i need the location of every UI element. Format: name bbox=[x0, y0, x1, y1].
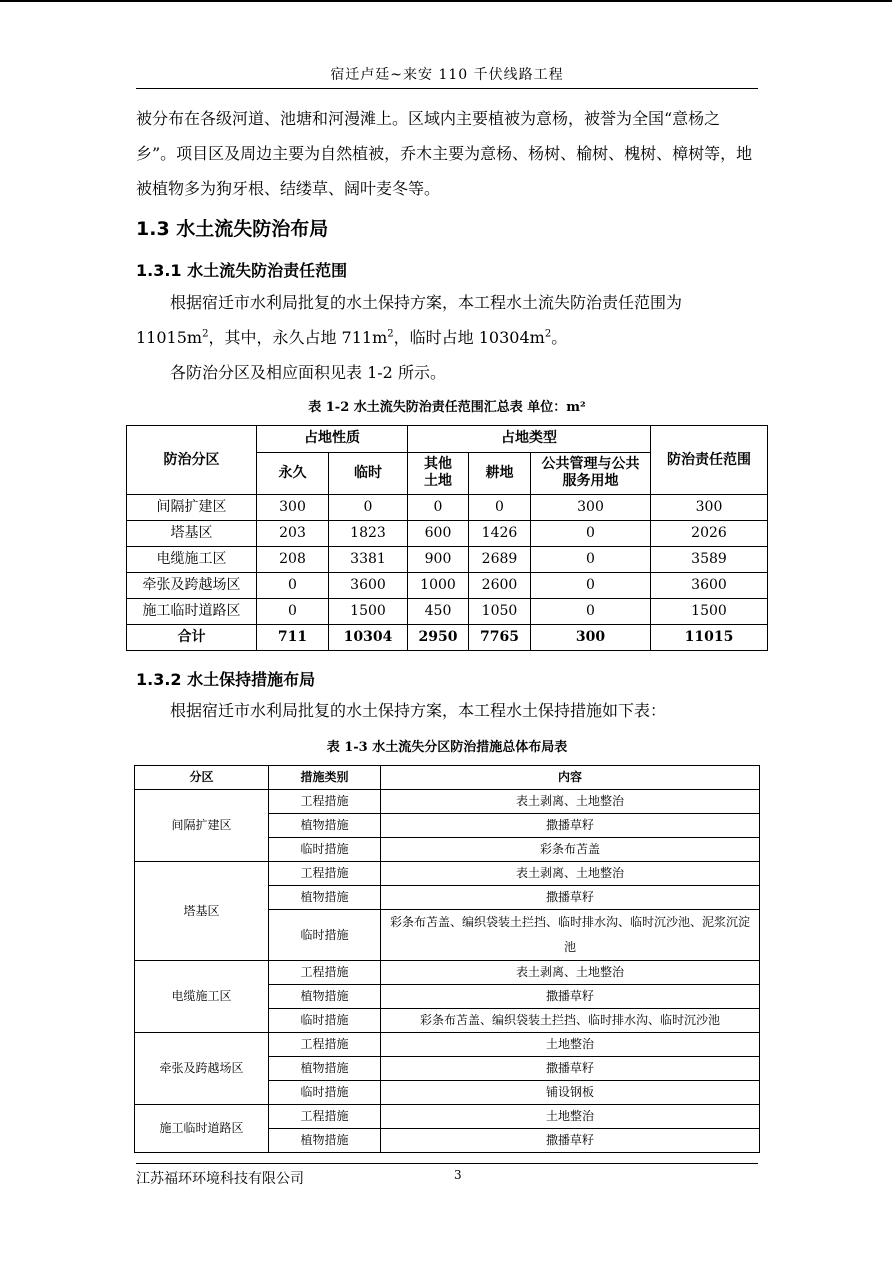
measures-paragraph: 根据宿迁市水利局批复的水土保持方案，本工程水土保持措施如下表： bbox=[170, 701, 667, 720]
table-cell: 10304 bbox=[329, 625, 408, 651]
table-cell: 900 bbox=[408, 547, 469, 573]
measure-type-cell: 植物措施 bbox=[269, 886, 381, 910]
content-cell: 彩条布苫盖、编织袋装土拦挡、临时排水沟、临时沉沙池 bbox=[381, 1009, 760, 1033]
table-row bbox=[135, 862, 760, 886]
table-cell: 1500 bbox=[329, 599, 408, 625]
measure-type-cell: 植物措施 bbox=[269, 1057, 381, 1081]
table-cell: 0 bbox=[531, 521, 651, 547]
table-row bbox=[135, 1033, 760, 1057]
responsibility-paragraph bbox=[136, 285, 758, 355]
th-public-land: 公共管理与公共服务用地 bbox=[531, 452, 651, 494]
measure-type-cell: 工程措施 bbox=[269, 790, 381, 814]
table-cell: 合计 bbox=[127, 625, 257, 651]
content-cell: 表土剥离、土地整治 bbox=[381, 961, 760, 985]
table-1-2-caption: 表 1-2 水土流失防治责任范围汇总表 单位：m² bbox=[308, 400, 586, 415]
measure-type-cell: 临时措施 bbox=[269, 910, 381, 961]
table-cell: 0 bbox=[531, 547, 651, 573]
footer-page-number: 3 bbox=[454, 1168, 462, 1182]
measure-type-cell: 植物措施 bbox=[269, 985, 381, 1009]
table-cell: 3381 bbox=[329, 547, 408, 573]
table-cell: 300 bbox=[531, 625, 651, 651]
content-cell: 表土剥离、土地整治 bbox=[381, 790, 760, 814]
content-cell: 表土剥离、土地整治 bbox=[381, 862, 760, 886]
table-cell: 2689 bbox=[469, 547, 531, 573]
measure-type-cell: 临时措施 bbox=[269, 1009, 381, 1033]
th-permanent: 永久 bbox=[257, 452, 329, 494]
th-farmland: 耕地 bbox=[469, 452, 531, 494]
zone-cell: 施工临时道路区 bbox=[135, 1105, 269, 1153]
content-cell: 撒播草籽 bbox=[381, 1129, 760, 1153]
table-cell: 300 bbox=[531, 495, 651, 521]
table-cell: 3589 bbox=[651, 547, 768, 573]
table-cell: 1823 bbox=[329, 521, 408, 547]
table-row bbox=[127, 599, 768, 625]
table-cell: 208 bbox=[257, 547, 329, 573]
footer-company: 江苏福环环境科技有限公司 bbox=[136, 1171, 304, 1187]
table-1-2 bbox=[126, 425, 768, 651]
th-temporary: 临时 bbox=[329, 452, 408, 494]
table-cell: 间隔扩建区 bbox=[127, 495, 257, 521]
table-cell: 203 bbox=[257, 521, 329, 547]
table-cell: 2600 bbox=[469, 573, 531, 599]
table-cell: 711 bbox=[257, 625, 329, 651]
table-cell: 牵张及跨越场区 bbox=[127, 573, 257, 599]
table-cell: 0 bbox=[531, 573, 651, 599]
measure-type-cell: 临时措施 bbox=[269, 838, 381, 862]
table-cell: 7765 bbox=[469, 625, 531, 651]
table-cell: 1000 bbox=[408, 573, 469, 599]
content-cell: 彩条布苫盖、编织袋装土拦挡、临时排水沟、临时沉沙池、泥浆沉淀池 bbox=[381, 910, 760, 961]
para-text-a: 根据宿迁市水利局批复的水土保持方案，本工程水土流失防治责任范围为11015m bbox=[136, 293, 683, 347]
para-text-c: ，临时占地 10304m bbox=[393, 328, 545, 347]
table-cell: 电缆施工区 bbox=[127, 547, 257, 573]
th-zone: 分区 bbox=[135, 766, 269, 790]
table-reference-paragraph: 各防治分区及相应面积见表 1-2 所示。 bbox=[170, 363, 446, 382]
table-cell: 塔基区 bbox=[127, 521, 257, 547]
table-cell: 3600 bbox=[329, 573, 408, 599]
table-row bbox=[135, 961, 760, 985]
measure-type-cell: 工程措施 bbox=[269, 1033, 381, 1057]
measure-type-cell: 工程措施 bbox=[269, 862, 381, 886]
content-cell: 土地整治 bbox=[381, 1105, 760, 1129]
content-cell: 撒播草籽 bbox=[381, 886, 760, 910]
table-cell: 0 bbox=[531, 599, 651, 625]
table-cell: 0 bbox=[408, 495, 469, 521]
th-occupy-type: 占地类型 bbox=[408, 426, 651, 453]
section-1-3-1-title: 1.3.1 水土流失防治责任范围 bbox=[136, 261, 348, 280]
page-header-title: 宿迁卢廷~来安 110 千伏线路工程 bbox=[330, 67, 564, 83]
table-row bbox=[135, 790, 760, 814]
content-cell: 撒播草籽 bbox=[381, 814, 760, 838]
measure-type-cell: 工程措施 bbox=[269, 1105, 381, 1129]
para-text-d: 。 bbox=[551, 328, 568, 347]
table-cell: 600 bbox=[408, 521, 469, 547]
measure-type-cell: 植物措施 bbox=[269, 1129, 381, 1153]
table-cell: 0 bbox=[257, 599, 329, 625]
th-measure-type: 措施类别 bbox=[269, 766, 381, 790]
table-cell: 1426 bbox=[469, 521, 531, 547]
table-cell: 300 bbox=[651, 495, 768, 521]
content-cell: 铺设钢板 bbox=[381, 1081, 760, 1105]
table-cell: 0 bbox=[329, 495, 408, 521]
zone-cell: 间隔扩建区 bbox=[135, 790, 269, 862]
content-cell: 土地整治 bbox=[381, 1033, 760, 1057]
table-row bbox=[135, 1105, 760, 1129]
measure-type-cell: 植物措施 bbox=[269, 814, 381, 838]
table-row bbox=[127, 495, 768, 521]
measure-type-cell: 工程措施 bbox=[269, 961, 381, 985]
table-cell: 1050 bbox=[469, 599, 531, 625]
sup-m2-a: 2 bbox=[202, 328, 209, 340]
table-1-3-caption: 表 1-3 水土流失分区防治措施总体布局表 bbox=[326, 740, 568, 755]
content-cell: 撒播草籽 bbox=[381, 1057, 760, 1081]
table-cell: 3600 bbox=[651, 573, 768, 599]
th-zone: 防治分区 bbox=[127, 426, 257, 495]
table-cell: 11015 bbox=[651, 625, 768, 651]
sup-m2-b: 2 bbox=[387, 328, 394, 340]
top-border bbox=[0, 0, 892, 2]
table-total-row bbox=[127, 625, 768, 651]
table-cell: 2026 bbox=[651, 521, 768, 547]
table-row bbox=[127, 573, 768, 599]
content-cell: 彩条布苫盖 bbox=[381, 838, 760, 862]
table-row bbox=[127, 547, 768, 573]
th-occupy-nature: 占地性质 bbox=[257, 426, 408, 453]
table-cell: 1500 bbox=[651, 599, 768, 625]
table-cell: 300 bbox=[257, 495, 329, 521]
content-cell: 撒播草籽 bbox=[381, 985, 760, 1009]
table-cell: 0 bbox=[469, 495, 531, 521]
table-cell: 450 bbox=[408, 599, 469, 625]
footer-rule bbox=[136, 1163, 758, 1164]
table-cell: 0 bbox=[257, 573, 329, 599]
sup-m2-c: 2 bbox=[544, 328, 552, 340]
table-row bbox=[127, 521, 768, 547]
table-cell: 施工临时道路区 bbox=[127, 599, 257, 625]
th-content: 内容 bbox=[381, 766, 760, 790]
section-1-3-title: 1.3 水土流失防治布局 bbox=[136, 218, 329, 240]
zone-cell: 塔基区 bbox=[135, 862, 269, 961]
zone-cell: 牵张及跨越场区 bbox=[135, 1033, 269, 1105]
table-1-3 bbox=[134, 765, 760, 1153]
th-other-land: 其他土地 bbox=[408, 452, 469, 494]
intro-paragraph: 被分布在各级河道、池塘和河漫滩上。区域内主要植被为意杨，被誉为全国“意杨之乡”。项目区及周边主要为自然植被，乔木主要为意杨、杨树、榆树、槐树、樟树等，地被植物多为狗牙根、结缕草、阔叶麦冬等。 bbox=[136, 109, 753, 198]
measure-type-cell: 临时措施 bbox=[269, 1081, 381, 1105]
para-text-b: ，其中，永久占地 711m bbox=[208, 328, 388, 347]
section-1-3-2-title: 1.3.2 水土保持措施布局 bbox=[136, 670, 316, 689]
table-cell: 2950 bbox=[408, 625, 469, 651]
zone-cell: 电缆施工区 bbox=[135, 961, 269, 1033]
header-rule bbox=[136, 88, 758, 89]
th-responsibility: 防治责任范围 bbox=[651, 426, 768, 495]
